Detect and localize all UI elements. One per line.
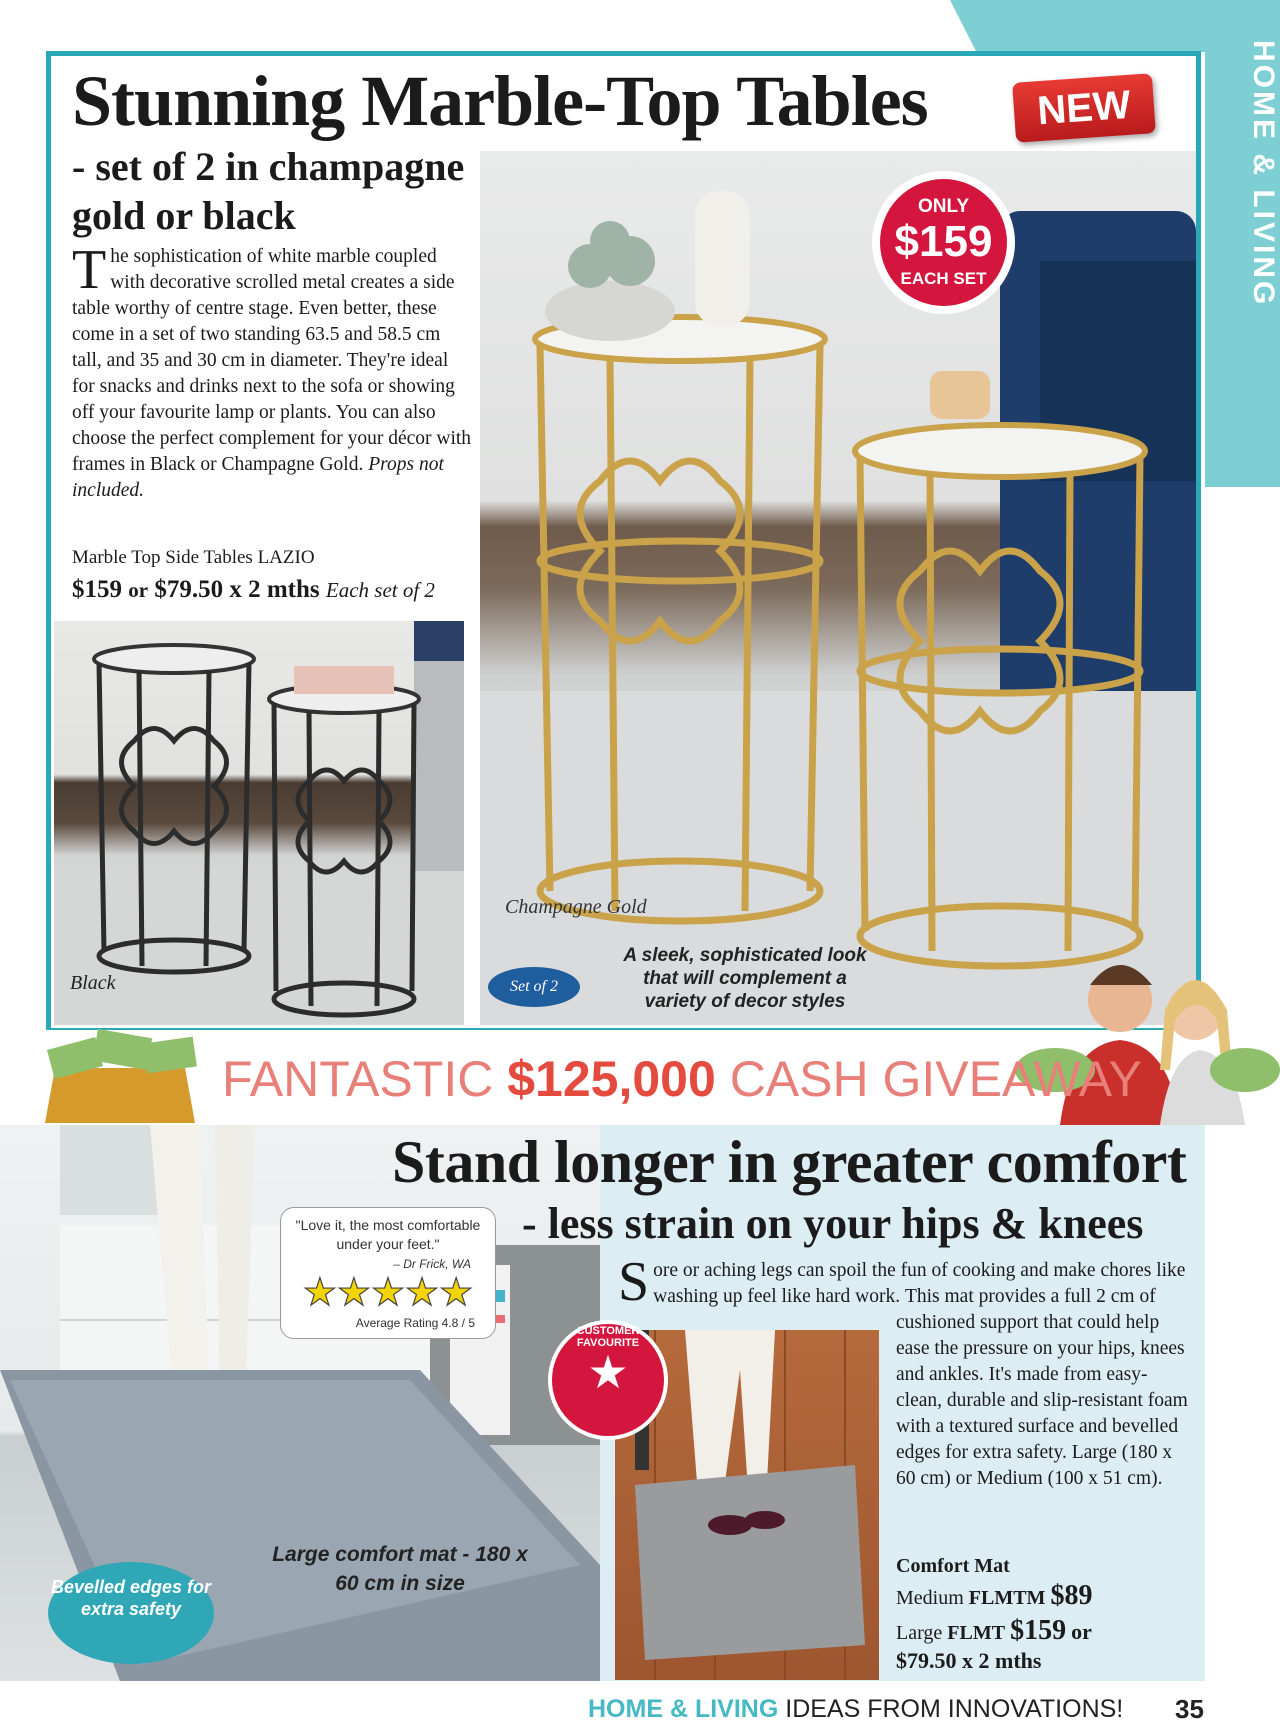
- price-badge-only: ONLY: [917, 196, 970, 217]
- mat-caption: Large comfort mat - 180 x 60 cm in size: [272, 1543, 528, 1595]
- star-rating-icon: ★★★★★: [302, 1270, 474, 1314]
- review-quote: "Love it, the most comfortable under your feet.": [295, 1217, 481, 1252]
- price-badge-each: EACH SET: [900, 269, 987, 288]
- tables-ad-subtitle: - set of 2 in champagne gold or black: [72, 144, 465, 238]
- photo-caption: A sleek, sophisticated look that will complement a variety of decor styles: [623, 945, 867, 1012]
- medium-price: $89: [1050, 1580, 1093, 1611]
- giveaway-amount: $125,000: [507, 1051, 716, 1107]
- champagne-gold-tables-photo: [480, 151, 1196, 1025]
- product-code: LAZIO: [257, 547, 315, 568]
- tables-price-line: [72, 576, 435, 604]
- mat-product-name: Comfort Mat: [896, 1555, 1010, 1577]
- caption-champagne-gold: Champagne Gold: [505, 896, 647, 918]
- giveaway-prefix: FANTASTIC: [222, 1051, 494, 1107]
- large-code: FLMT: [947, 1622, 1006, 1644]
- giveaway-text: [222, 1050, 1142, 1108]
- tables-ad-title: Stunning Marble-Top Tables: [72, 61, 928, 141]
- price: $159: [72, 576, 122, 603]
- page-footer: [588, 1695, 1123, 1724]
- tables-ad-description: [72, 239, 472, 504]
- product-name: Marble Top Side Tables: [72, 547, 253, 568]
- caption-black: Black: [70, 972, 116, 994]
- mat-ad-title: Stand longer in greater comfort: [392, 1129, 1187, 1195]
- medium-label: Medium: [896, 1587, 964, 1609]
- side-tab-label: HOME & LIVING: [1247, 40, 1280, 308]
- mat-large-line: [896, 1615, 1092, 1647]
- price-badge-amount: $159: [894, 217, 993, 266]
- page-number: 35: [1175, 1694, 1204, 1724]
- or-text: or: [128, 578, 149, 602]
- installment: $79.50 x 2 mths: [154, 576, 320, 603]
- large-price: $159: [1010, 1615, 1067, 1646]
- giveaway-suffix: CASH GIVEAWAY: [729, 1051, 1142, 1107]
- footer-tagline: IDEAS FROM INNOVATIONS!: [785, 1695, 1124, 1723]
- props-note: Props not included.: [72, 454, 444, 501]
- gold-tables-illustration: [480, 151, 1196, 1025]
- or-text: or: [1071, 1619, 1092, 1644]
- description-lead: ore or aching legs can spoil the fun of cooking and make chores like washing up feel like hard work.: [653, 1260, 1186, 1307]
- description-rest: This mat provides a full 2 cm of cushioned support that could help ease the pressure on your hips, knees and ankles. It's made from easy-clean, durable and slip-resistant foam with a textured surface and bevelled edges for extra safety. Large (180 x 60 cm) or Medium (100 x 51 cm).: [896, 1286, 1188, 1489]
- black-tables-illustration: [54, 621, 464, 1025]
- black-tables-photo: [54, 621, 464, 1025]
- price-badge: [880, 179, 1007, 306]
- review-author: – Dr Frick, WA: [393, 1257, 471, 1271]
- star-icon: ★: [587, 1345, 629, 1399]
- mat-medium-line: [896, 1580, 1092, 1612]
- price-note: Each set of 2: [325, 578, 435, 602]
- review-rating: Average Rating 4.8 / 5: [355, 1316, 475, 1330]
- description-text: he sophistication of white marble coupled with decorative scrolled metal creates a side table worthy of centre stage. Even better, these come in a set of two standing 63.5 and 58.5 cm tall, and 35 and 30 cm in diameter. They're ideal for snacks and drinks next to the sofa or showing off your favourite lamp or plants. You can also choose the perfect complement for your décor with frames in Black or Champagne Gold.: [72, 246, 472, 475]
- set-of-2-badge: Set of 2: [488, 967, 580, 1007]
- mat-ad-subtitle: - less strain on your hips & knees: [522, 1199, 1144, 1248]
- new-badge: NEW: [1012, 73, 1156, 143]
- customer-favourite-label: CUSTOMER FAVOURITE: [576, 1325, 640, 1349]
- mat-ad-description: [618, 1251, 1188, 1556]
- bevelled-edges-badge: Bevelled edges for extra safety: [48, 1562, 214, 1664]
- large-installment: $79.50 x 2 mths: [896, 1648, 1042, 1673]
- review-card: [280, 1207, 496, 1339]
- large-label: Large: [896, 1622, 943, 1644]
- money-bag-icon: [35, 1028, 215, 1123]
- footer-section: HOME & LIVING: [588, 1695, 779, 1723]
- drop-cap: T: [72, 239, 107, 301]
- drop-cap: S: [618, 1251, 650, 1313]
- medium-code: FLMTM: [968, 1587, 1046, 1609]
- tables-product-line: [72, 547, 315, 569]
